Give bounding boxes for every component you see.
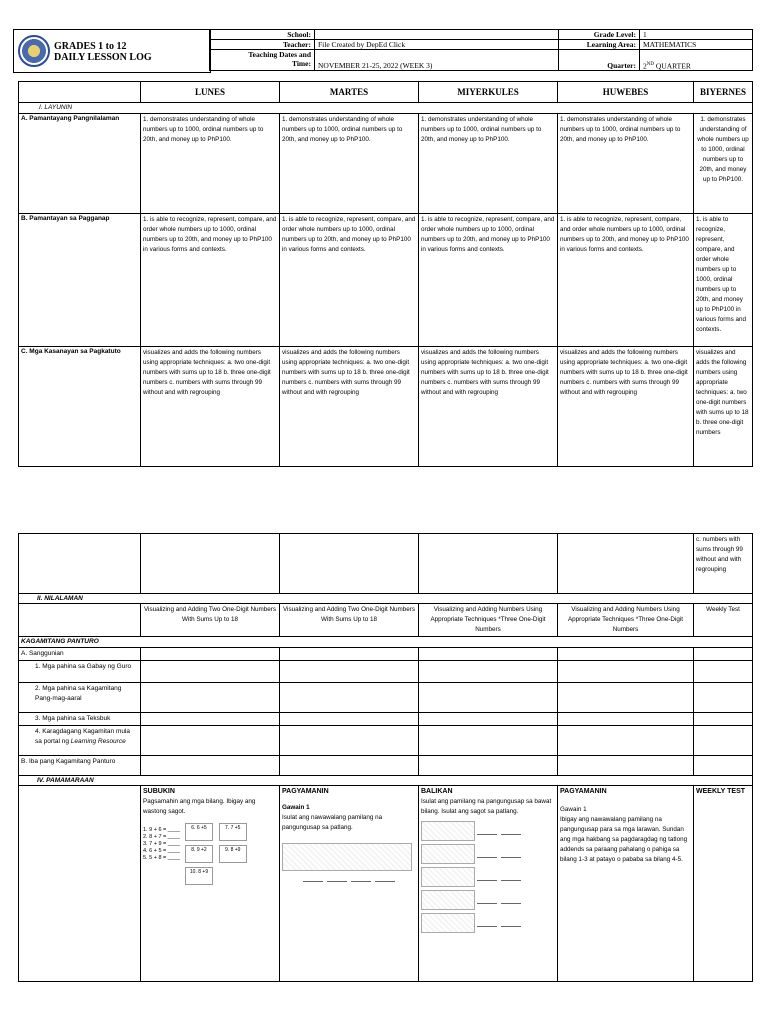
teacher-label: Teacher: [210,40,315,50]
continuation-biyernes: c. numbers with sums through 99 without and with regrouping [694,534,753,594]
balikan-illustration-4 [421,890,475,910]
lesson-table-page1 [18,81,753,467]
cell-c-martes: visualizes and adds the following numbers using appropriate techniques: a. two one-digit numbers with sums up to 18 b. three one-digit numbers c. numbers with sums through 99 without and with regrouping [280,347,419,467]
cell-b-miyerkules: 1. is able to recognize, represent, compare, and order whole numbers up to 1000, ordinal numbers up to 20th, and money up to PhP100 in various forms and contexts. [419,214,558,347]
dates-value: NOVEMBER 21-25, 2022 (WEEK 3) [315,50,559,71]
cell-c-lunes: visualizes and adds the following numbers using appropriate techniques: a. two one-digit numbers with sums up to 18 b. three one-digit numbers c. numbers with sums through 99 without and with regrouping [141,347,280,467]
quarter-label: Quarter: [559,50,640,71]
day-header-miyerkules: MIYERKULES [419,82,558,103]
quarter-value: 2ND QUARTER [640,50,753,71]
day-header-lunes: LUNES [141,82,280,103]
nilalaman-huwebes: Visualizing and Adding Numbers Using Appropriate Techniques *Three One-Digit Numbers [558,604,694,637]
subukin-instructions: Pagsamahin ang mga bilang. Ibigay ang wastong sagot. [143,798,256,815]
balikan-illustration-2 [421,844,475,864]
nilalaman-biyernes: Weekly Test [694,604,753,637]
pamamaraan-biyernes [694,786,753,982]
section-nilalaman-heading: II. NILALAMAN [19,594,753,604]
section-layunin-heading: I. LAYUNIN [19,103,753,114]
cell-b-lunes: 1. is able to recognize, represent, compare, and order whole numbers up to 1000, ordinal numbers up to 20th, and money up to PhP100 in various forms and contexts. [141,214,280,347]
item-karagdagang-kagamitan: 4. Karagdagang Kagamitan mula sa portal ng Learning Resource [19,726,141,756]
counting-objects-illustration [282,843,412,871]
row-label-kasanayan-sa-pagkatuto: C. Mga Kasanayan sa Pagkatuto [19,347,141,467]
cell-c-biyernes: visualizes and adds the following numbers using appropriate techniques: a. two one-digit numbers with sums up to 18 b. three one-digit numbers [694,347,753,467]
pamamaraan-lunes [141,786,280,982]
nilalaman-martes: Visualizing and Adding Two One-Digit Numbers With Sums Up to 18 [280,604,419,637]
pagyamanin-instructions: Isulat ang nawawalang pamilang na pangungusap sa patlang. [282,814,383,831]
grade-label: Grade Level: [559,30,640,40]
pagyamanin-instructions-2: Ibigay ang nawawalang pamilang na pangungusap para sa mga larawan. Sundan ang mga hakbang sa pagdaragdag ng tatlong addends sa paraang pahalang o pahiga sa bilang 1-3 at patayo o pababa sa bilang 4-5. [560,816,688,863]
pagyamanin-title: PAGYAMANIN [282,788,329,795]
lesson-table-page2 [18,533,753,982]
day-header-biyernes: BIYERNES [694,82,753,103]
header-title-line2: DAILY LESSON LOG [54,52,152,63]
deped-seal-icon [18,35,50,67]
pamamaraan-martes [280,786,419,982]
subukin-equations: 1. 9 + 6 = ____ 2. 8 + 7 = ____ 3. 7 + 9 = ____ 4. 6 + 5 = ____ 5. 5 + 8 = ____ [143,827,181,861]
teacher-value: File Created by DepEd Click [315,40,559,50]
header-logo-box [13,29,211,73]
balikan-instructions: Isulat ang pamilang na pangungusap sa bawat bilang. Isulat ang sagot sa patlang. [421,798,552,815]
item-iba-pang-kagamitan: B. Iba pang Kagamitang Panturo [19,756,141,776]
corner-cell [19,82,141,103]
balikan-title: BALIKAN [421,788,453,795]
subukin-box: 6. 6 +5 [185,823,213,841]
day-header-huwebes: HUWEBES [558,82,694,103]
day-header-martes: MARTES [280,82,419,103]
cell-b-huwebes: 1. is able to recognize, represent, compare, and order whole numbers up to 1000, ordinal numbers up to 20th, and money up to PhP100 in various forms and contexts. [558,214,694,347]
row-label-pamantayan-sa-pagganap: B. Pamantayan sa Pagganap [19,214,141,347]
grade-value: 1 [640,30,753,40]
nilalaman-lunes: Visualizing and Adding Two One-Digit Numbers With Sums Up to 18 [141,604,280,637]
pamamaraan-miyerkules [419,786,558,982]
header-title-line1: GRADES 1 to 12 [54,41,127,52]
cell-a-huwebes: 1. demonstrates understanding of whole numbers up to 1000, ordinal numbers up to 20th, and money up to PhP100. [558,114,694,214]
cell-a-lunes: 1. demonstrates understanding of whole numbers up to 1000, ordinal numbers up to 20th, and money up to PhP100. [141,114,280,214]
subukin-box: 9. 8 +9 [219,845,247,863]
cell-c-huwebes: visualizes and adds the following numbers using appropriate techniques: a. two one-digit numbers with sums up to 18 b. three one-digit numbers c. numbers with sums through 99 without and with regrouping [558,347,694,467]
gawain-1-label: Gawain 1 [282,804,310,811]
pagyamanin-title-2: PAGYAMANIN [560,788,607,795]
school-label: School: [210,30,315,40]
subukin-box: 7. 7 +5 [219,823,247,841]
pamamaraan-huwebes [558,786,694,982]
balikan-illustration-3 [421,867,475,887]
sanggunian-label: A. Sanggunian [19,648,141,661]
subukin-title: SUBUKIN [143,788,175,795]
balikan-illustration-1 [421,821,475,841]
cell-c-miyerkules: visualizes and adds the following numbers using appropriate techniques: a. two one-digit numbers with sums up to 18 b. three one-digit numbers c. numbers with sums through 99 without and with regrouping [419,347,558,467]
weekly-test-title: WEEKLY TEST [696,788,746,795]
cell-a-miyerkules: 1. demonstrates understanding of whole numbers up to 1000, ordinal numbers up to 20th, and money up to PhP100. [419,114,558,214]
gawain-1-label-2: Gawain 1 [560,806,587,813]
cell-b-biyernes: 1. is able to recognize, represent, compare, and order whole numbers up to 1000, ordinal numbers up to 20th, and money up to PhP100 in various forms and contexts. [694,214,753,347]
subukin-box: 10. 8 +9 [185,867,213,885]
school-value [315,30,559,40]
header-info-table [209,29,753,71]
dates-label: Teaching Dates and Time: [210,50,315,71]
section-kagamitan-heading: KAGAMITANG PANTURO [19,637,753,648]
nilalaman-miyerkules: Visualizing and Adding Numbers Using Appropriate Techniques *Three One-Digit Numbers [419,604,558,637]
area-value: MATHEMATICS [640,40,753,50]
item-kagamitang-pang-mag-aaral: 2. Mga pahina sa Kagamitang Pang-mag-aaral [19,683,141,713]
section-pamamaraan-heading: IV. PAMAMARAAN [19,776,753,786]
item-gabay-guro: 1. Mga pahina sa Gabay ng Guro [19,661,141,683]
cell-b-martes: 1. is able to recognize, represent, compare, and order whole numbers up to 1000, ordinal numbers up to 20th, and money up to PhP100 in various forms and contexts. [280,214,419,347]
answer-blanks [282,875,416,886]
area-label: Learning Area: [559,40,640,50]
item-teksbuk: 3. Mga pahina sa Teksbuk [19,713,141,726]
cell-a-martes: 1. demonstrates understanding of whole numbers up to 1000, ordinal numbers up to 20th, and money up to PhP100. [280,114,419,214]
cell-a-biyernes: 1. demonstrates understanding of whole numbers up to 1000, ordinal numbers up to 20th, and money up to PhP100. [694,114,753,214]
balikan-illustration-5 [421,913,475,933]
subukin-box: 8. 9 +2 [185,845,213,863]
row-label-pamantayang-pangnilalaman: A. Pamantayang Pangnilalaman [19,114,141,214]
